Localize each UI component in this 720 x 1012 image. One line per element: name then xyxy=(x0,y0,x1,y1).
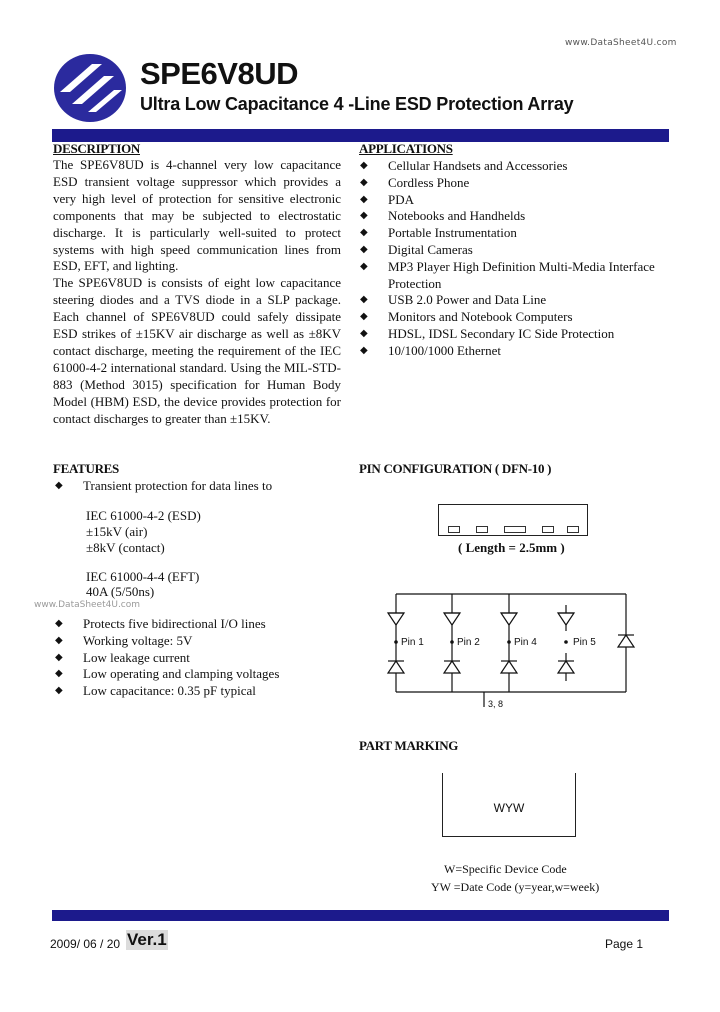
diamond-bullet-icon: ◆ xyxy=(55,480,63,491)
diamond-bullet-icon: ◆ xyxy=(360,294,368,306)
feature-eft-standard: IEC 61000-4-4 (EFT) xyxy=(86,569,200,584)
marking-outline xyxy=(442,773,576,837)
feature-esd-standard: IEC 61000-4-2 (ESD) xyxy=(86,508,201,523)
diamond-bullet-icon: ◆ xyxy=(360,260,368,272)
diamond-bullet-icon: ◆ xyxy=(360,327,368,339)
diamond-bullet-icon: ◆ xyxy=(360,243,368,255)
features-list-top xyxy=(55,478,345,495)
document-title: SPE6V8UD xyxy=(140,56,298,91)
watermark-mid: www.DataSheet4U.com xyxy=(34,600,141,610)
diamond-bullet-icon: ◆ xyxy=(360,344,368,356)
feature-item xyxy=(55,478,345,495)
list-item-text: PDA xyxy=(388,191,415,207)
list-item xyxy=(360,158,672,175)
list-item xyxy=(55,666,345,683)
pin-schematic-diagram xyxy=(370,585,650,715)
list-item-text: Low operating and clamping voltages xyxy=(83,666,280,682)
list-item xyxy=(55,633,345,650)
marking-code: WYW xyxy=(493,801,525,815)
feature-esd-air: ±15kV (air) xyxy=(86,524,148,539)
list-item-text: USB 2.0 Power and Data Line xyxy=(388,292,547,308)
package-outline xyxy=(438,504,588,536)
list-item xyxy=(360,192,672,209)
list-item-text: 10/100/1000 Ethernet xyxy=(388,342,502,358)
marking-legend-yw: YW =Date Code (y=year,w=week) xyxy=(431,880,600,894)
list-item xyxy=(55,650,345,667)
package-pad xyxy=(504,526,526,533)
feature-eft-value: 40A (5/50ns) xyxy=(86,584,155,599)
feature-text: Transient protection for data lines to xyxy=(83,478,273,493)
pin-1-label: Pin 1 xyxy=(401,637,424,648)
list-item-text: Portable Instrumentation xyxy=(388,225,517,241)
diamond-bullet-icon: ◆ xyxy=(360,193,368,205)
diamond-bullet-icon: ◆ xyxy=(55,634,63,646)
description-paragraph-2: The SPE6V8UD is consists of eight low capacitance steering diodes and a TVS diode in a SLP package. Each channel of SPE6V8UD could safely dissipate ESD strikes of ±15KV air discharge as well as ±8KV contact discharge, meeting the requirement of the IEC 61000-4-2 international standard. Using the MIL-STD-883 (Method 3015) specification for Human Body Model (HBM) ESD, the device provides protection for contact discharges to greater than ±15KV. xyxy=(53,275,341,426)
list-item xyxy=(55,683,345,700)
list-item-text: Low capacitance: 0.35 pF typical xyxy=(83,683,256,699)
features-list xyxy=(55,616,345,700)
package-pad xyxy=(542,526,554,533)
footer-page-number: Page 1 xyxy=(605,937,644,951)
diamond-bullet-icon: ◆ xyxy=(360,160,368,171)
diamond-bullet-icon: ◆ xyxy=(360,311,368,323)
description-paragraph-1: The SPE6V8UD is 4-channel very low capacitance ESD transient voltage suppressor which provides a very high level of protection for sensitive electronic components that may be subjected to electrostatic discharge. It is particularly well-suited to protect systems with high speed communication lines from ESD, EFT, and lighting. xyxy=(53,157,341,274)
list-item-text: Cellular Handsets and Accessories xyxy=(388,158,568,173)
pin-5-label: Pin 5 xyxy=(573,637,596,648)
footer-version: Ver.1 xyxy=(127,930,167,949)
list-item-text: Digital Cameras xyxy=(388,241,473,257)
pin-4-label: Pin 4 xyxy=(514,637,537,648)
pin-config-heading: PIN CONFIGURATION ( DFN-10 ) xyxy=(359,461,552,476)
list-item xyxy=(360,208,672,225)
list-item xyxy=(55,616,345,633)
diamond-bullet-icon: ◆ xyxy=(55,668,63,680)
list-item-text: Working voltage: 5V xyxy=(83,632,193,648)
footer-date: 2009/ 06 / 20 xyxy=(50,937,121,951)
package-pad xyxy=(448,526,460,533)
diamond-bullet-icon: ◆ xyxy=(360,210,368,222)
features-heading: FEATURES xyxy=(53,461,119,476)
list-item xyxy=(360,309,672,326)
diamond-bullet-icon: ◆ xyxy=(360,176,368,188)
list-item-text: Notebooks and Handhelds xyxy=(388,208,526,224)
part-marking-heading: PART MARKING xyxy=(359,738,459,753)
diamond-bullet-icon: ◆ xyxy=(55,685,63,697)
description-heading: DESCRIPTION xyxy=(53,141,140,156)
list-item xyxy=(360,292,672,309)
document-subtitle: Ultra Low Capacitance 4 -Line ESD Protection Array xyxy=(140,94,574,114)
package-length-label: ( Length = 2.5mm ) xyxy=(458,540,565,555)
list-item-text: Low leakage current xyxy=(83,649,190,665)
package-pad xyxy=(476,526,488,533)
pin-2-label: Pin 2 xyxy=(457,637,480,648)
list-item xyxy=(360,242,672,259)
description-body xyxy=(53,157,341,428)
list-item-text: HDSL, IDSL Secondary IC Side Protection xyxy=(388,325,615,341)
ground-pin-label: 3, 8 xyxy=(488,699,504,709)
list-item xyxy=(360,175,672,192)
applications-list xyxy=(360,158,672,360)
list-item xyxy=(360,259,672,293)
list-item-text: Protects five bidirectional I/O lines xyxy=(83,616,266,631)
list-item-text: Cordless Phone xyxy=(388,174,470,190)
footer-divider-bar xyxy=(52,910,669,921)
diamond-bullet-icon: ◆ xyxy=(55,618,63,629)
feature-esd-contact: ±8kV (contact) xyxy=(86,540,165,555)
diamond-bullet-icon: ◆ xyxy=(55,651,63,663)
list-item xyxy=(360,326,672,343)
list-item-text: MP3 Player High Definition Multi-Media Interface Protection xyxy=(388,258,655,291)
company-logo-icon xyxy=(52,52,128,124)
marking-legend-w: W=Specific Device Code xyxy=(444,862,567,876)
list-item xyxy=(360,225,672,242)
package-pad xyxy=(567,526,579,533)
applications-heading: APPLICATIONS xyxy=(359,141,453,156)
diamond-bullet-icon: ◆ xyxy=(360,227,368,239)
list-item-text: Monitors and Notebook Computers xyxy=(388,309,573,325)
list-item xyxy=(360,343,672,360)
watermark-top: www.DataSheet4U.com xyxy=(565,38,677,48)
